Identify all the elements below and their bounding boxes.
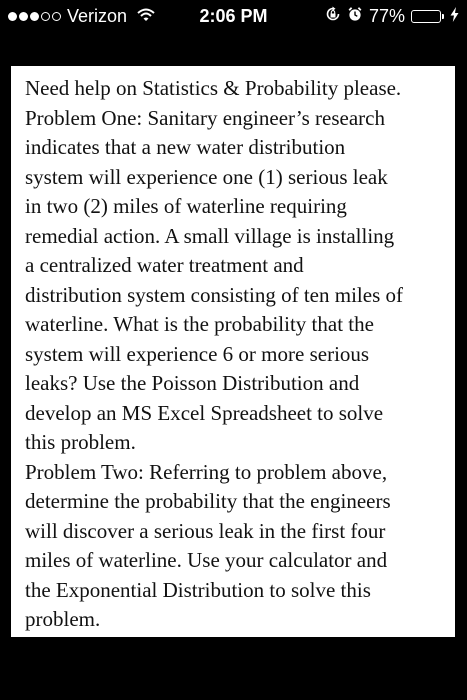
carrier-name: Verizon [67, 6, 128, 26]
rotation-lock-icon [325, 6, 341, 27]
battery-percent: 77% [368, 6, 405, 26]
status-right [325, 6, 459, 27]
status-time: 2:06 PM [199, 6, 268, 26]
status-bar [0, 0, 467, 34]
alarm-icon [347, 6, 363, 27]
question-text: Need help on Statistics & Probability please. Problem One: Sanitary engineer’s research indicates that a new water distribution system will experience one (1) serious leak in two (2) miles of waterline requiring remedial action. A small village is installing a centralized water treatment and distribution system consisting of ten miles of waterline. What is the probability that the system will experience 6 or more serious leaks? Use the Poisson Distribution and develop an MS Excel Spreadsheet to solve this problem. Problem Two: Referring to problem above, determine the probability that the engineers will discover a serious leak in the first four miles of waterline. Use your calculator and the Exponential Distribution to solve this problem. [25, 76, 403, 631]
question-panel [11, 66, 455, 637]
battery-icon [411, 10, 444, 23]
charging-bolt-icon [450, 6, 459, 27]
